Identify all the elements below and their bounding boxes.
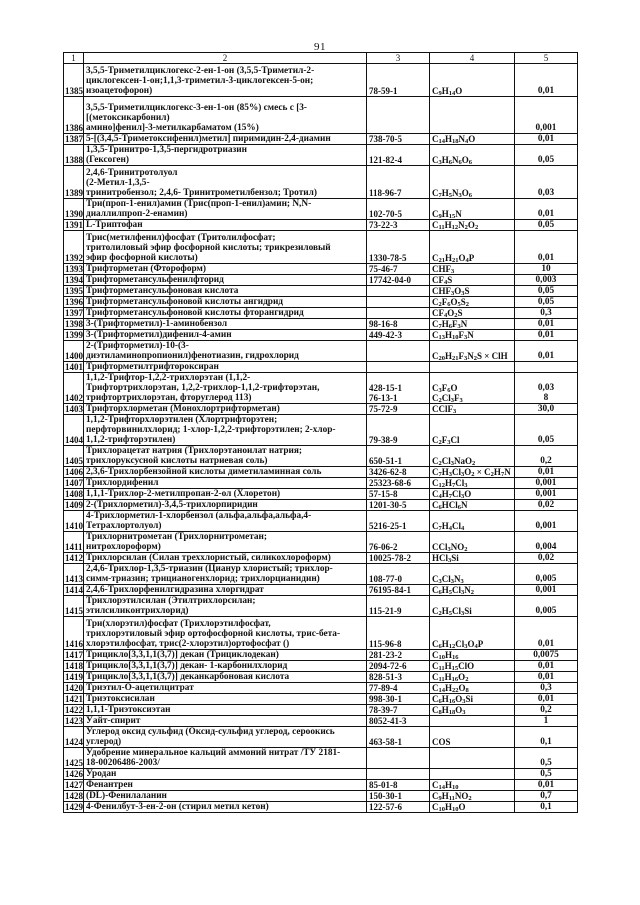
substance-name: Углерод оксид сульфид (Оксид-сульфид углерод, сероокись углерод) (84, 727, 367, 748)
table-row (64, 64, 578, 97)
table-row (64, 297, 578, 308)
limit-value: 0,01 (515, 780, 578, 791)
chemical-formula: $C_6H_5Cl_3N_2$ (430, 585, 515, 596)
substance-name: 2,4,6-Трихлорфенилгидразина хлоргидрат (84, 585, 367, 596)
substance-name: Трихлорэтилсилан (Этилтрихлорсилан; этилсиликонтрихлорид) (84, 596, 367, 617)
substance-name: 1,1,2-Трифтор-1,2,2-трихлорэтан (1,1,2- Трифтортрихлорэтан, 1,2,2-трихлор-1,1,2-трифторэтан, трифтортрихлорэтан, фторуглерод 113) (84, 373, 367, 404)
table-row (64, 511, 578, 532)
chemical-formula: $CF_4O_2S$ (430, 308, 515, 319)
substance-name: Триэтил-О-ацетилцитрат (84, 683, 367, 694)
cas-number: 998-30-1 (367, 694, 430, 705)
row-number: 1386 (64, 97, 84, 134)
table-row (64, 415, 578, 446)
chemical-formula: $C_7H_3Cl_3O_2 \times C_2H_7N$ (430, 467, 515, 478)
limit-value: 0,01 (515, 319, 578, 330)
row-number: 1417 (65, 650, 83, 660)
limit-value: 0,003 (515, 275, 578, 286)
substance-name: Фенантрен (84, 780, 367, 791)
table-row (64, 769, 578, 780)
limit-value: 0,01 (515, 199, 578, 220)
limit-value: 0,05 (515, 220, 578, 231)
row-number: 1421 (65, 694, 83, 704)
limit-value: 0,2 (515, 446, 578, 467)
table-row (64, 716, 578, 727)
table-row (64, 489, 578, 500)
limit-value: 0,7 (515, 791, 578, 802)
row-number: 1387 (65, 134, 83, 144)
row-number: 1411 (64, 532, 84, 553)
row-number: 1420 (65, 683, 83, 693)
limit-value: 0,05 (515, 286, 578, 297)
row-number: 1428 (65, 791, 83, 801)
chemical-formula: COS (430, 727, 515, 748)
row-number: 1409 (65, 500, 83, 510)
table-header-row (64, 53, 578, 64)
row-number: 1390 (64, 199, 84, 220)
chemical-formula: HCl$_3$Si (430, 553, 515, 564)
substance-table (63, 52, 578, 813)
substance-name: 2-(Трифторметил)-10-(3- диэтиламинопропионил)фенотиазин, гидрохлорид (84, 341, 367, 362)
chemical-formula: $C_2H_5Cl_3Si$ (430, 596, 515, 617)
row-number: 1419 (65, 672, 83, 682)
table-row (64, 145, 578, 166)
limit-value: 0,02 (515, 553, 578, 564)
limit-value: 0,2 (515, 705, 578, 716)
table-row (64, 661, 578, 672)
cas-number: 449-42-3 (367, 330, 430, 341)
row-number: 1397 (65, 308, 83, 318)
table-row (64, 220, 578, 231)
chemical-formula: $C_2F_3Cl$ (430, 415, 515, 446)
cas-number: 1201-30-5 (367, 500, 430, 511)
chemical-formula: $C_6H_{12}Cl_3O_4P$ (430, 617, 515, 650)
substance-name: Трихлорнитрометан (Трихлорнитрометан; нитрохлороформ) (84, 532, 367, 553)
limit-value: 0,01 (515, 330, 578, 341)
column-header: 3 (367, 53, 430, 64)
substance-name: Трицикло[3,3,1,1(3,7)] деканкарбоновая кислота (84, 672, 367, 683)
limit-value: 0,5 (515, 769, 578, 780)
chemical-formula: $C_{13}H_{10}F_3N$ (430, 330, 515, 341)
chemical-formula: $C_6HCl_6N$ (430, 500, 515, 511)
chemical-formula: $CCl_3NO_2$ (430, 532, 515, 553)
chemical-formula: $CF_4S$ (430, 275, 515, 286)
row-number: 1423 (65, 716, 83, 726)
substance-name: Трифторметилтрифтороксиран (84, 362, 367, 373)
table-row (64, 500, 578, 511)
limit-value: 0,005 (515, 564, 578, 585)
table-row (64, 564, 578, 585)
table-row (64, 780, 578, 791)
table-row (64, 330, 578, 341)
limit-value: 0,001 (515, 511, 578, 532)
limit-value: 0,01 (515, 694, 578, 705)
substance-name: Три(проп-1-енил)амин (Трис(проп-1-енил)амин; N,N- диаллилпроп-2-енамин) (84, 199, 367, 220)
row-number: 1427 (65, 780, 83, 790)
cas-number: 98-16-8 (367, 319, 430, 330)
chemical-formula: $C_3H_6N_6O_6$ (430, 145, 515, 166)
table-row (64, 446, 578, 467)
row-number: 1401 (65, 362, 83, 372)
cas-number: 73-22-3 (367, 220, 430, 231)
cas-number: 102-70-5 (367, 199, 430, 220)
chemical-formula (430, 769, 515, 780)
row-number: 1418 (65, 661, 83, 671)
row-number: 1416 (64, 617, 84, 650)
chemical-formula: $C_{10}H_{16}$ (430, 650, 515, 661)
cas-number: 2094-72-6 (367, 661, 430, 672)
row-number: 1414 (65, 585, 83, 595)
limit-value: 0,001 (515, 478, 578, 489)
substance-name: Трицикло[3,3,1,1(3,7)] декан- 1-карбонилхлорид (84, 661, 367, 672)
cas-number: 108-77-0 (367, 564, 430, 585)
chemical-formula: $C_7H_4Cl_4$ (430, 511, 515, 532)
column-header: 4 (430, 53, 515, 64)
chemical-formula: CClF$_3$ (430, 404, 515, 415)
table-row (64, 705, 578, 716)
chemical-formula: $C_{11}H_{12}N_2O_2$ (430, 220, 515, 231)
limit-value: 0,1 (515, 802, 578, 813)
table-row (64, 264, 578, 275)
table-row (64, 532, 578, 553)
table-row (64, 404, 578, 415)
cas-number: 8052-41-3 (367, 716, 430, 727)
substance-name: Трифторметансульфоновая кислота (84, 286, 367, 297)
cas-number: 17742-04-0 (367, 275, 430, 286)
limit-value: 0,01 (515, 617, 578, 650)
cas-number: 115-21-9 (367, 596, 430, 617)
substance-name: 5-[(3,4,5-Триметоксифенил)метил] пиримидин-2,4-диамин (84, 134, 367, 145)
cas-number: 738-70-5 (367, 134, 430, 145)
table-row (64, 275, 578, 286)
table-row (64, 748, 578, 769)
substance-name: 2,4,6-Тринитротолуол (2-Метил-1,3,5- тринитробензол; 2,4,6- Тринитрометилбензол; Тротил) (84, 166, 367, 199)
chemical-formula: $C_{14}H_{18}N_4O$ (430, 134, 515, 145)
table-row (64, 478, 578, 489)
row-number: 1425 (64, 748, 84, 769)
substance-name: Трихлордифенил (84, 478, 367, 489)
limit-value: 0,03 8 (515, 373, 578, 404)
substance-name: 1,1,1-Трихлор-2-метилпропан-2-ол (Хлоретон) (84, 489, 367, 500)
limit-value: 0,001 (515, 489, 578, 500)
table-row (64, 650, 578, 661)
table-row (64, 97, 578, 134)
table-row (64, 672, 578, 683)
substance-name: Уайт-спирит (84, 716, 367, 727)
limit-value: 0,001 (515, 585, 578, 596)
substance-name: 3-(Трифторметил)дифенил-4-амин (84, 330, 367, 341)
limit-value: 0,01 (515, 134, 578, 145)
limit-value: 0,01 (515, 64, 578, 97)
substance-name: Трицикло[3,3,1,1(3,7)] декан (Трициклодекан) (84, 650, 367, 661)
cas-number (367, 748, 430, 769)
limit-value: 0,01 (515, 231, 578, 264)
row-number: 1424 (64, 727, 84, 748)
table-row (64, 231, 578, 264)
limit-value: 0,01 (515, 467, 578, 478)
table-row (64, 802, 578, 813)
row-number: 1406 (65, 467, 83, 477)
table-row (64, 166, 578, 199)
chemical-formula (430, 748, 515, 769)
chemical-formula: $C_{21}H_{21}O_4P$ (430, 231, 515, 264)
cas-number: 77-89-4 (367, 683, 430, 694)
row-number: 1393 (65, 264, 83, 274)
row-number: 1400 (64, 341, 84, 362)
table-row (64, 585, 578, 596)
limit-value: 0,01 (515, 661, 578, 672)
row-number: 1389 (64, 166, 84, 199)
chemical-formula: $C_4H_7Cl_3O$ (430, 489, 515, 500)
row-number: 1407 (65, 478, 83, 488)
cas-number: 118-96-7 (367, 166, 430, 199)
limit-value (515, 362, 578, 373)
row-number: 1385 (64, 64, 84, 97)
limit-value: 0,03 (515, 166, 578, 199)
cas-number (367, 286, 430, 297)
substance-name: Трифторметансульфоновой кислоты ангидрид (84, 297, 367, 308)
table-row (64, 319, 578, 330)
chemical-formula: $C_7H_6F_3N$ (430, 319, 515, 330)
cas-number: 150-30-1 (367, 791, 430, 802)
row-number: 1412 (65, 553, 83, 563)
substance-name: 3-(Трифторметил)-1-аминобензол (84, 319, 367, 330)
cas-number: 122-57-6 (367, 802, 430, 813)
table-row (64, 308, 578, 319)
cas-number: 828-51-3 (367, 672, 430, 683)
cas-number: 75-72-9 (367, 404, 430, 415)
row-number: 1398 (65, 319, 83, 329)
table-row (64, 373, 578, 404)
cas-number: 79-38-9 (367, 415, 430, 446)
row-number: 1429 (65, 802, 83, 812)
cas-number (367, 297, 430, 308)
chemical-formula: $C_{11}H_{16}O_2$ (430, 672, 515, 683)
substance-name: 4-Фенилбут-3-ен-2-он (стирил метил кетон) (84, 802, 367, 813)
chemical-formula: $C_9H_{11}NO_2$ (430, 791, 515, 802)
chemical-formula (430, 716, 515, 727)
cas-number: 5216-25-1 (367, 511, 430, 532)
row-number: 1388 (64, 145, 84, 166)
chemical-formula: $C_{10}H_{10}O$ (430, 802, 515, 813)
row-number: 1394 (65, 275, 83, 285)
row-number: 1391 (65, 220, 83, 230)
cas-number (367, 308, 430, 319)
row-number: 1426 (65, 769, 83, 779)
limit-value: 30,0 (515, 404, 578, 415)
chemical-formula: $C_2F_6O_5S_2$ (430, 297, 515, 308)
substance-name: 1,3,5-Тринитро-1,3,5-пергидротриазин (Гексоген) (84, 145, 367, 166)
limit-value: 0,001 (515, 97, 578, 134)
substance-name: 3,5,5-Триметилциклогекс-3-ен-1-он (85%) смесь с [3- [(метоксикарбонил) амино]фенил]-3-метилкарбаматом (15%) (84, 97, 367, 134)
table-body (64, 64, 578, 813)
cas-number: 428-15-1 76-13-1 (367, 373, 430, 404)
cas-number (367, 97, 430, 134)
limit-value: 0,01 (515, 672, 578, 683)
chemical-formula: $CHF_3O_3S$ (430, 286, 515, 297)
cas-number: 85-01-8 (367, 780, 430, 791)
limit-value: 0,1 (515, 727, 578, 748)
table-row (64, 553, 578, 564)
substance-name: 1,1,2-Трифторхлорэтилен (Хлортрифторэтен; перфторвинилхлорид; 1-хлор-1,2,2-трифторэтилен; 2-хлор- 1,1,2-трифторэтилен) (84, 415, 367, 446)
cas-number: 57-15-8 (367, 489, 430, 500)
row-number: 1404 (64, 415, 84, 446)
substance-name: (DL)-Фенилаланин (84, 791, 367, 802)
substance-name: 4-Трихлорметил-1-хлорбензол (альфа,альфа,альфа,4- Тетрахлортолуол) (84, 511, 367, 532)
row-number: 1403 (65, 404, 83, 414)
cas-number: 1330-78-5 (367, 231, 430, 264)
substance-name: Три(хлорэтил)фосфат (Трихлорэтилфосфат, трихлорэтиловый эфир ортофосфорной кислоты, трис-бета- хлорэтилфосфат, трис(2-хлорэтил)ортофосфат () (84, 617, 367, 650)
cas-number: 78-59-1 (367, 64, 430, 97)
cas-number: 10025-78-2 (367, 553, 430, 564)
table-row (64, 286, 578, 297)
substance-name: Трифторметансульфенилфторид (84, 275, 367, 286)
column-header: 1 (64, 53, 84, 64)
substance-name: 1,1,1-Триэтоксиэтан (84, 705, 367, 716)
substance-name: 2,4,6-Трихлор-1,3,5-триазин (Циануp хлористый; трихлор- симм-триазин; трицианогенхлорид; трихлорцианидин) (84, 564, 367, 585)
row-number: 1396 (65, 297, 83, 307)
cas-number: 115-96-8 (367, 617, 430, 650)
cas-number (367, 341, 430, 362)
table-row (64, 727, 578, 748)
chemical-formula: $C_9H_{14}O$ (430, 64, 515, 97)
cas-number: 75-46-7 (367, 264, 430, 275)
chemical-formula: $C_{14}H_{22}O_8$ (430, 683, 515, 694)
row-number: 1392 (64, 231, 84, 264)
cas-number: 463-58-1 (367, 727, 430, 748)
table-row (64, 694, 578, 705)
row-number: 1402 (64, 373, 84, 404)
limit-value: 0,3 (515, 308, 578, 319)
table-row (64, 467, 578, 478)
chemical-formula: $C_{12}H_7Cl_3$ (430, 478, 515, 489)
substance-name: Трис(метилфенил)фосфат (Тритолилфосфат; тритолиловый эфир фосфорной кислоты; трикрезиловый эфир фосфорной кислоты) (84, 231, 367, 264)
chemical-formula: $CHF_3$ (430, 264, 515, 275)
cas-number: 76-06-2 (367, 532, 430, 553)
table-row (64, 134, 578, 145)
row-number: 1395 (65, 286, 83, 296)
cas-number (367, 362, 430, 373)
substance-name: Трихлорацетат натрия (Трихлорэтаноилат натрия; трихлоруксусной кислоты натриевая соль) (84, 446, 367, 467)
limit-value: 0,01 (515, 341, 578, 362)
chemical-formula: $C_3F_6O$ $C_2Cl_3F_3$ (430, 373, 515, 404)
row-number: 1415 (64, 596, 84, 617)
limit-value: 0,004 (515, 532, 578, 553)
table-row (64, 596, 578, 617)
chemical-formula: $C_8H_{18}O_3$ (430, 705, 515, 716)
table-row (64, 199, 578, 220)
chemical-formula: $C_7H_5N_3O_6$ (430, 166, 515, 199)
substance-name: 2-(Трихлорметил)-3,4,5-трихлорпиридин (84, 500, 367, 511)
limit-value: 10 (515, 264, 578, 275)
table-row (64, 683, 578, 694)
table-row (64, 617, 578, 650)
cas-number: 3426-62-8 (367, 467, 430, 478)
substance-name: Триэтоксисилан (84, 694, 367, 705)
substance-name: Трифторметан (Фтороформ) (84, 264, 367, 275)
limit-value: 0,05 (515, 145, 578, 166)
limit-value: 0,005 (515, 596, 578, 617)
limit-value: 0,05 (515, 297, 578, 308)
chemical-formula: $C_{11}H_{15}ClO$ (430, 661, 515, 672)
row-number: 1410 (64, 511, 84, 532)
row-number: 1413 (64, 564, 84, 585)
limit-value: 0,3 (515, 683, 578, 694)
cas-number: 78-39-7 (367, 705, 430, 716)
table-row (64, 791, 578, 802)
substance-name: 2,3,6-Трихлорбензойной кислоты диметиламинная соль (84, 467, 367, 478)
chemical-formula (430, 97, 515, 134)
row-number: 1408 (65, 489, 83, 499)
substance-name: Уродан (84, 769, 367, 780)
substance-name: Трифторметансульфоновой кислоты фторангидрид (84, 308, 367, 319)
chemical-formula: $C_2Cl_3NaO_2$ (430, 446, 515, 467)
row-number: 1422 (65, 705, 83, 715)
substance-name: Удобрение минеральное кальций аммоний нитрат /ТУ 2181- 18-00206486-2003/ (84, 748, 367, 769)
limit-value: 0,5 (515, 748, 578, 769)
chemical-formula: $C_6H_{16}O_3Si$ (430, 694, 515, 705)
limit-value: 0,0075 (515, 650, 578, 661)
row-number: 1405 (64, 446, 84, 467)
chemical-formula (430, 362, 515, 373)
column-header: 5 (515, 53, 578, 64)
limit-value: 0,02 (515, 500, 578, 511)
cas-number: 25323-68-6 (367, 478, 430, 489)
substance-name: 3,5,5-Триметилциклогекс-2-ен-1-он (3,5,5-Триметил-2- циклогексен-1-он;1,1,3-триметил-3-циклогексен-5-он; изоацетофорон) (84, 64, 367, 97)
cas-number (367, 769, 430, 780)
column-header: 2 (84, 53, 367, 64)
cas-number: 76195-84-1 (367, 585, 430, 596)
cas-number: 121-82-4 (367, 145, 430, 166)
chemical-formula: $C_{20}H_{21}F_3N_2S$ × ClH (430, 341, 515, 362)
substance-name: Трифторхлорметан (Монохлортрифторметан) (84, 404, 367, 415)
table-row (64, 362, 578, 373)
cas-number: 650-51-1 (367, 446, 430, 467)
table-row (64, 341, 578, 362)
substance-name: L-Триптофан (84, 220, 367, 231)
chemical-formula: $C_3Cl_3N_3$ (430, 564, 515, 585)
chemical-formula: $C_{14}H_{10}$ (430, 780, 515, 791)
limit-value: 0,05 (515, 415, 578, 446)
limit-value: 1 (515, 716, 578, 727)
substance-name: Трихлорсилан (Силан треххлористый, силикохлороформ) (84, 553, 367, 564)
cas-number: 281-23-2 (367, 650, 430, 661)
chemical-formula: $C_9H_{15}N$ (430, 199, 515, 220)
page-number: 91 (314, 41, 326, 53)
row-number: 1399 (65, 330, 83, 340)
